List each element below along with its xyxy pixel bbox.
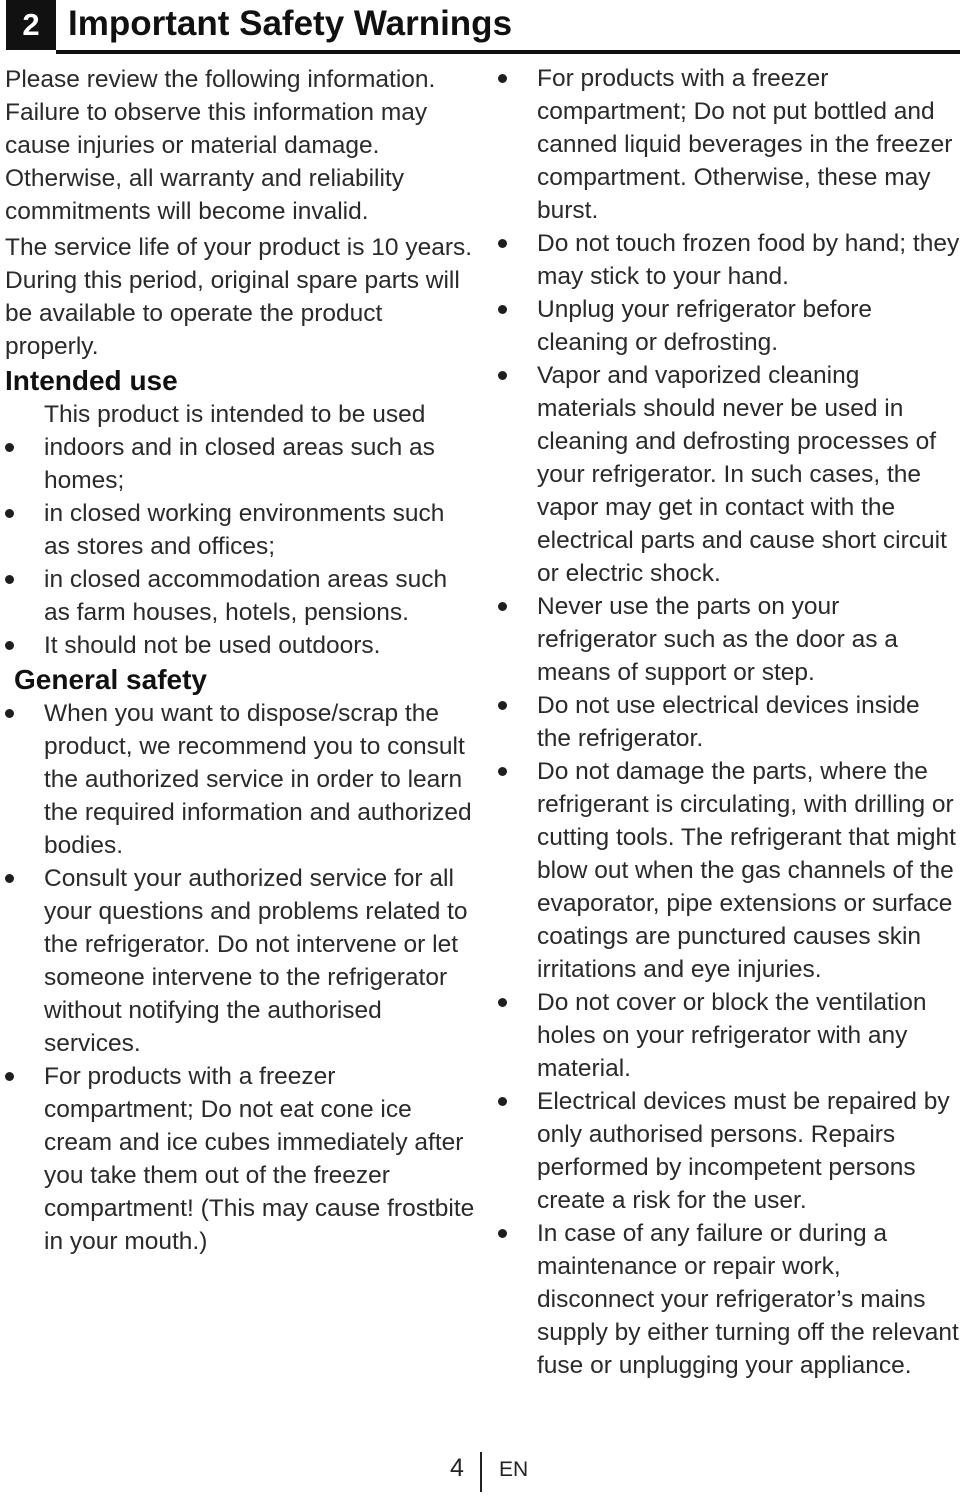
list-item: For products with a freezer compartment; Do not put bottled and canned liquid beverages in the freezer compartment. Otherwise, these may burst. [498, 62, 960, 227]
general-safety-heading: General safety [14, 664, 207, 695]
page-title: Important Safety Warnings [68, 4, 513, 43]
page-footer [0, 1452, 960, 1492]
list-item: Do not cover or block the ventilation holes on your refrigerator with any material. [498, 986, 960, 1085]
intended-use-lead: This product is intended to be used [44, 401, 426, 428]
bullet-icon [498, 305, 507, 314]
list-item: Never use the parts on your refrigerator such as the door as a means of support or step. [498, 590, 960, 689]
list-item: Do not damage the parts, where the refrigerant is circulating, with drilling or cutting tools. The refrigerant that might blow out when the gas channels of the evaporator, pipe extensions or surface coatings are punctured causes skin irritations and eye injuries. [498, 755, 960, 986]
left-column [5, 63, 475, 1258]
bullet-icon [5, 874, 14, 883]
bullet-icon [498, 1097, 507, 1106]
bullet-icon [498, 998, 507, 1007]
bullet-icon [5, 1072, 14, 1081]
bullet-icon [5, 641, 14, 650]
section-header [6, 0, 960, 54]
bullet-icon [498, 701, 507, 710]
list-item: For products with a freezer compartment; Do not eat cone ice cream and ice cubes immediately after you take them out of the freezer compartment! (This may cause frostbite in your mouth.) [5, 1060, 475, 1258]
list-item: Electrical devices must be repaired by only authorised persons. Repairs performed by incompetent persons create a risk for the user. [498, 1085, 960, 1217]
list-item: Do not use electrical devices inside the refrigerator. [498, 689, 960, 755]
bullet-icon [498, 602, 507, 611]
list-item: in closed working environments such as stores and offices; [5, 497, 475, 563]
intro-paragraph-2: The service life of your product is 10 years. During this period, original spare parts will be available to operate the product properly. [5, 234, 473, 360]
intro-paragraph-1: Please review the following information. Failure to observe this information may cause injuries or material damage. Otherwise, all warranty and reliability commitments will become invalid. [5, 66, 436, 225]
list-item: in closed accommodation areas such as farm houses, hotels, pensions. [5, 563, 475, 629]
language-code: EN [499, 1458, 529, 1481]
bullet-icon [498, 239, 507, 248]
intended-use-heading: Intended use [5, 365, 178, 396]
safety-list-continued [498, 62, 960, 1382]
header-rule [56, 50, 960, 54]
footer-divider [480, 1452, 482, 1492]
list-item: In case of any failure or during a maintenance or repair work, disconnect your refrigerator’s mains supply by either turning off the relevant fuse or unplugging your appliance. [498, 1217, 960, 1382]
list-item: indoors and in closed areas such as homes; [5, 431, 475, 497]
bullet-icon [498, 767, 507, 776]
intended-use-list [5, 431, 475, 662]
section-number-badge: 2 [6, 0, 56, 50]
list-item: Do not touch frozen food by hand; they may stick to your hand. [498, 227, 960, 293]
list-item: Vapor and vaporized cleaning materials should never be used in cleaning and defrosting processes of your refrigerator. In such cases, the vapor may get in contact with the electrical parts and cause short circuit or electric shock. [498, 359, 960, 590]
bullet-icon [5, 709, 14, 718]
bullet-icon [498, 74, 507, 83]
right-column [498, 62, 960, 1382]
bullet-icon [498, 1229, 507, 1238]
general-safety-list [5, 697, 475, 1258]
list-item: Unplug your refrigerator before cleaning or defrosting. [498, 293, 960, 359]
page-number: 4 [450, 1454, 464, 1482]
list-item: It should not be used outdoors. [5, 629, 475, 662]
list-item: When you want to dispose/scrap the product, we recommend you to consult the authorized service in order to learn the required information and authorized bodies. [5, 697, 475, 862]
bullet-icon [5, 575, 14, 584]
bullet-icon [498, 371, 507, 380]
list-item: Consult your authorized service for all your questions and problems related to the refrigerator. Do not intervene or let someone intervene to the refrigerator without notifying the authorised services. [5, 862, 475, 1060]
bullet-icon [5, 443, 14, 452]
bullet-icon [5, 509, 14, 518]
